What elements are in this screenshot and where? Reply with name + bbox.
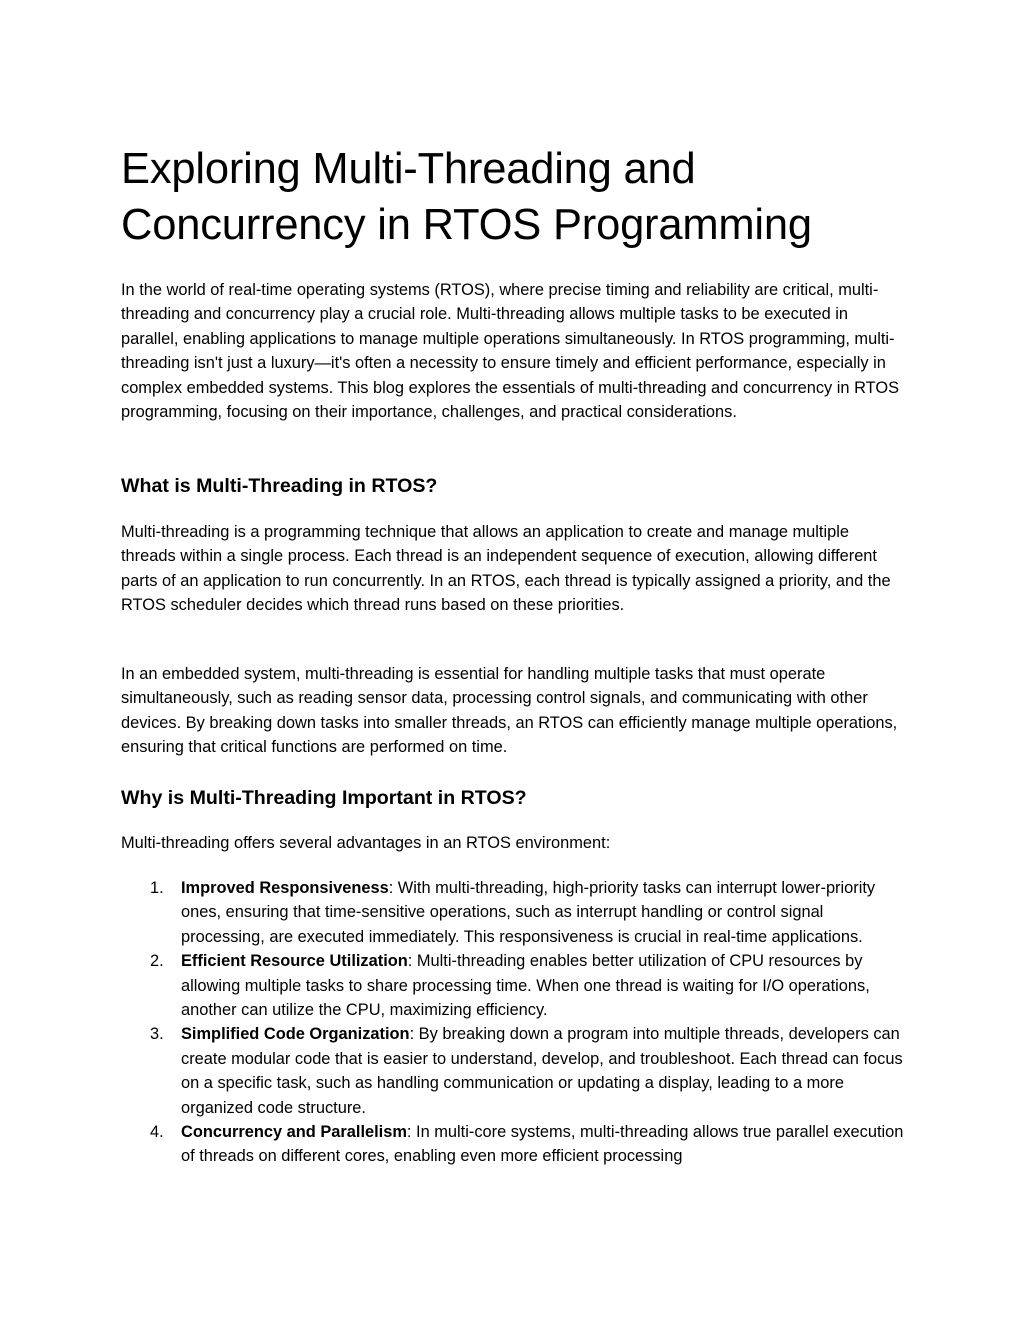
list-item bbox=[121, 876, 907, 949]
list-item-term: Efficient Resource Utilization bbox=[181, 952, 408, 971]
advantages-list bbox=[121, 876, 907, 1169]
list-item-number: 2. bbox=[150, 952, 164, 971]
list-item-text: : With multi-threading, high-priority tasks can interrupt lower-priority ones, ensuring that time-sensitive operations, such as interrupt handling or control signal processing, are executed immediately. This responsiveness is crucial in real-time applications. bbox=[181, 879, 876, 946]
section1-paragraph-1: Multi-threading is a programming technique that allows an application to create and manage multiple threads within a single process. Each thread is an independent sequence of execution, allowing different parts of an application to run concurrently. In an RTOS, each thread is typically assigned a priority, and the RTOS scheduler decides which thread runs based on these priorities. bbox=[121, 523, 891, 615]
list-item-number: 1. bbox=[150, 879, 164, 897]
section-heading-what-is: What is Multi-Threading in RTOS? bbox=[121, 475, 438, 497]
list-item-text: : Multi-threading enables better utilization of CPU resources by allowing multiple tasks to share processing time. When one thread is waiting for I/O operations, another can utilize the CPU, maximizing efficiency. bbox=[181, 952, 870, 1020]
list-item-text: : In multi-core systems, multi-threading allows true parallel execution of threads on different cores, enabling even more efficient processing bbox=[181, 1123, 904, 1166]
list-item-number: 3. bbox=[150, 1025, 164, 1044]
list-item bbox=[121, 1120, 907, 1169]
section1-paragraph-2: In an embedded system, multi-threading is essential for handling multiple tasks that must operate simultaneously, such as reading sensor data, processing control signals, and communicating with other devices. By breaking down tasks into smaller threads, an RTOS can efficiently manage multiple operations, ensuring that critical functions are performed on time. bbox=[121, 665, 898, 757]
page-title: Exploring Multi-Threading and Concurrency in RTOS Programming bbox=[121, 145, 812, 249]
list-item bbox=[121, 1022, 907, 1120]
section2-intro: Multi-threading offers several advantages in an RTOS environment: bbox=[121, 834, 611, 852]
list-item-term: Concurrency and Parallelism bbox=[181, 1123, 407, 1142]
section-heading-why-important: Why is Multi-Threading Important in RTOS? bbox=[121, 787, 527, 809]
list-item bbox=[121, 949, 907, 1022]
list-item-text: : By breaking down a program into multiple threads, developers can create modular code that is easier to understand, develop, and troubleshoot. Each thread can focus on a specific task, such as handling communication or updating a display, leading to a more organized code structure. bbox=[181, 1025, 903, 1117]
intro-paragraph: In the world of real-time operating systems (RTOS), where precise timing and reliability are critical, multi-threading and concurrency play a crucial role. Multi-threading allows multiple tasks to be executed in parallel, enabling applications to manage multiple operations simultaneously. In RTOS programming, multi-threading isn't just a luxury—it's often a necessity to ensure timely and efficient performance, especially in complex embedded systems. This blog explores the essentials of multi-threading and concurrency in RTOS programming, focusing on their importance, challenges, and practical considerations. bbox=[121, 281, 900, 422]
list-item-term: Simplified Code Organization bbox=[181, 1025, 410, 1044]
list-item-term: Improved Responsiveness bbox=[181, 879, 389, 897]
list-item-number: 4. bbox=[150, 1123, 164, 1142]
